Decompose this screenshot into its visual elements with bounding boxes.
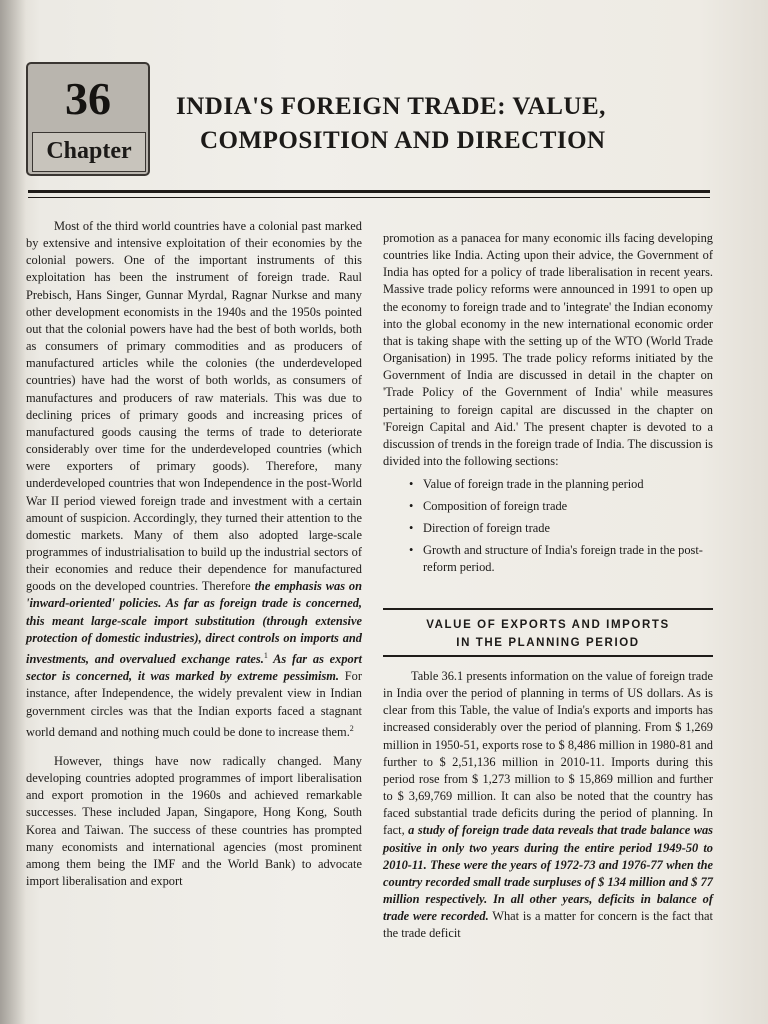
sections-list	[383, 476, 713, 576]
section-rule-top	[383, 608, 713, 610]
paragraph-table-36-1	[383, 668, 713, 943]
footnote-ref-1: 1	[263, 650, 268, 660]
list-item	[409, 520, 713, 537]
list-item	[409, 542, 713, 576]
text-run: Table 36.1 presents information on the value of foreign trade in India over the period of planning in terms of US dollars. As is clear from this Table, the value of India's exports and imports has increased considerably over the period of planning. From $ 1,269 million in 1950-51, exports rose to $ 8,486 million in 1980-81 and further to $ 2,51,136 million in 2010-11. Imports during this period rose from $ 1,273 million to $ 15,869 million and further to $ 3,69,769 million. It can also be noted that the country has faced substantial trade deficits during the period of planning. In fact,	[383, 669, 713, 838]
chapter-badge	[26, 62, 150, 176]
chapter-title	[176, 90, 716, 158]
section-heading-line-1: VALUE OF EXPORTS AND IMPORTS	[426, 619, 670, 631]
text-run-2: What is a matter for concern is the fact that the trade deficit	[383, 909, 713, 941]
section-heading	[383, 616, 713, 652]
bullet-icon: •	[409, 521, 414, 536]
text-run-2: For instance, after Independence, the widely prevalent view in Indian government circles was that the Indian exports faced a stagnant world demand and nothing much could be done to increase them.	[26, 669, 363, 739]
title-rule-thick	[28, 190, 710, 193]
chapter-title-line-2: COMPOSITION AND DIRECTION	[200, 127, 606, 154]
bullet-icon: •	[409, 499, 414, 514]
left-column	[26, 218, 362, 890]
list-item-label: Direction of foreign trade	[423, 521, 550, 536]
bullet-icon: •	[409, 543, 414, 558]
paragraph-intro	[26, 218, 362, 741]
list-item	[409, 498, 713, 515]
title-rule-thin	[28, 197, 710, 198]
page-binding-shadow	[0, 0, 26, 1024]
paragraph-however: However, things have now radically changed. Many developing countries adopted programmes of import liberalisation and export promotion in the 1960s and achieved remarkable successes. These included Japan, Singapore, Hong Kong, South Korea and Taiwan. The success of these countries has prompted many economists and international agencies (most prominent among them being the IMF and the World Bank) to advocate import liberalisation and export	[26, 753, 362, 889]
text-run: Most of the third world countries have a colonial past marked by extensive and intensive exploitation of their economies by the colonial powers. One of the important instruments of this exploitation has been the instrument of foreign trade. Raul Prebisch, Hans Singer, Gunnar Myrdal, Ragnar Nurkse and many other development economists in the 1940s and the 1950s pointed out that the colonial powers have had the best of both worlds, both as consumers of primary commodities and as producers of manufactured articles while the colonies (the underdeveloped countries) have had the worst of both worlds, as consumers of manufactures and producers of raw materials. This was due to declining prices of primary goods and increasing prices of manufactured goods causing the terms of trade to deteriorate considerably over time for the underdeveloped countries (which were exporters of primary goods). Therefore, many underdeveloped countries that won Independence in the post-World War II period viewed foreign trade and investment with a certain amount of suspicion. Accordingly, they turned their attention to the domestic markets. Many of them also adopted large-scale programmes of industrialisation to build up the industrial sectors of their economies and reduce their dependence for manufactured goods on the developed countries. Therefore	[26, 219, 362, 594]
list-item-label: Growth and structure of India's foreign trade in the post-reform period.	[423, 543, 703, 575]
list-item-label: Composition of foreign trade	[423, 499, 568, 514]
right-column-bottom	[383, 668, 713, 943]
chapter-title-line-1: INDIA'S FOREIGN TRADE: VALUE,	[176, 93, 606, 120]
list-item-label: Value of foreign trade in the planning period	[423, 477, 644, 492]
emphasis-text-2: As far as export sector is concerned, it was marked by extreme pessimism.	[26, 652, 362, 684]
section-heading-line-2: IN THE PLANNING PERIOD	[456, 637, 640, 649]
list-item	[409, 476, 713, 493]
chapter-number: 36	[65, 73, 111, 124]
emphasis-text: a study of foreign trade data reveals that trade balance was positive in only two years during the entire period 1949-50 to 2010-11. These were the years of 1972-73 and 1976-77 when the country recorded small trade surpluses of $ 134 million and $ 77 million respectively. In all other years, deficits in balance of trade were recorded.	[383, 823, 713, 924]
emphasis-text: the emphasis was on 'inward-oriented' policies. As far as foreign trade is concerned, this meant large-scale import substitution (through extensive protection of domestic industries), direct controls on imports and investments, and overvalued exchange rates.	[26, 579, 363, 667]
footnote-ref-2: 2	[349, 723, 354, 733]
section-rule-bottom	[383, 655, 713, 657]
right-column-top	[383, 230, 713, 581]
bullet-icon: •	[409, 477, 414, 492]
paragraph-continuation: promotion as a panacea for many economic ills facing developing countries like India. Acting upon their advice, the Government of India has opted for a policy of trade liberalisation in recent years. Massive trade policy reforms were announced in 1991 to open up the economy to foreign trade and to 'integrate' the Indian economy into the global economy in the new international economic order that is taking shape with the setting up of the WTO (World Trade Organisation) in 1995. The trade policy reforms initiated by the Government of India are discussed in detail in the chapter on 'Trade Policy of the Government of India' while measures pertaining to foreign capital are discussed in the chapter on 'Foreign Capital and Aid.' The present chapter is devoted to a discussion of trends in the foreign trade of India. The discussion is divided into the following sections:	[383, 231, 713, 469]
chapter-label: Chapter	[32, 132, 146, 172]
